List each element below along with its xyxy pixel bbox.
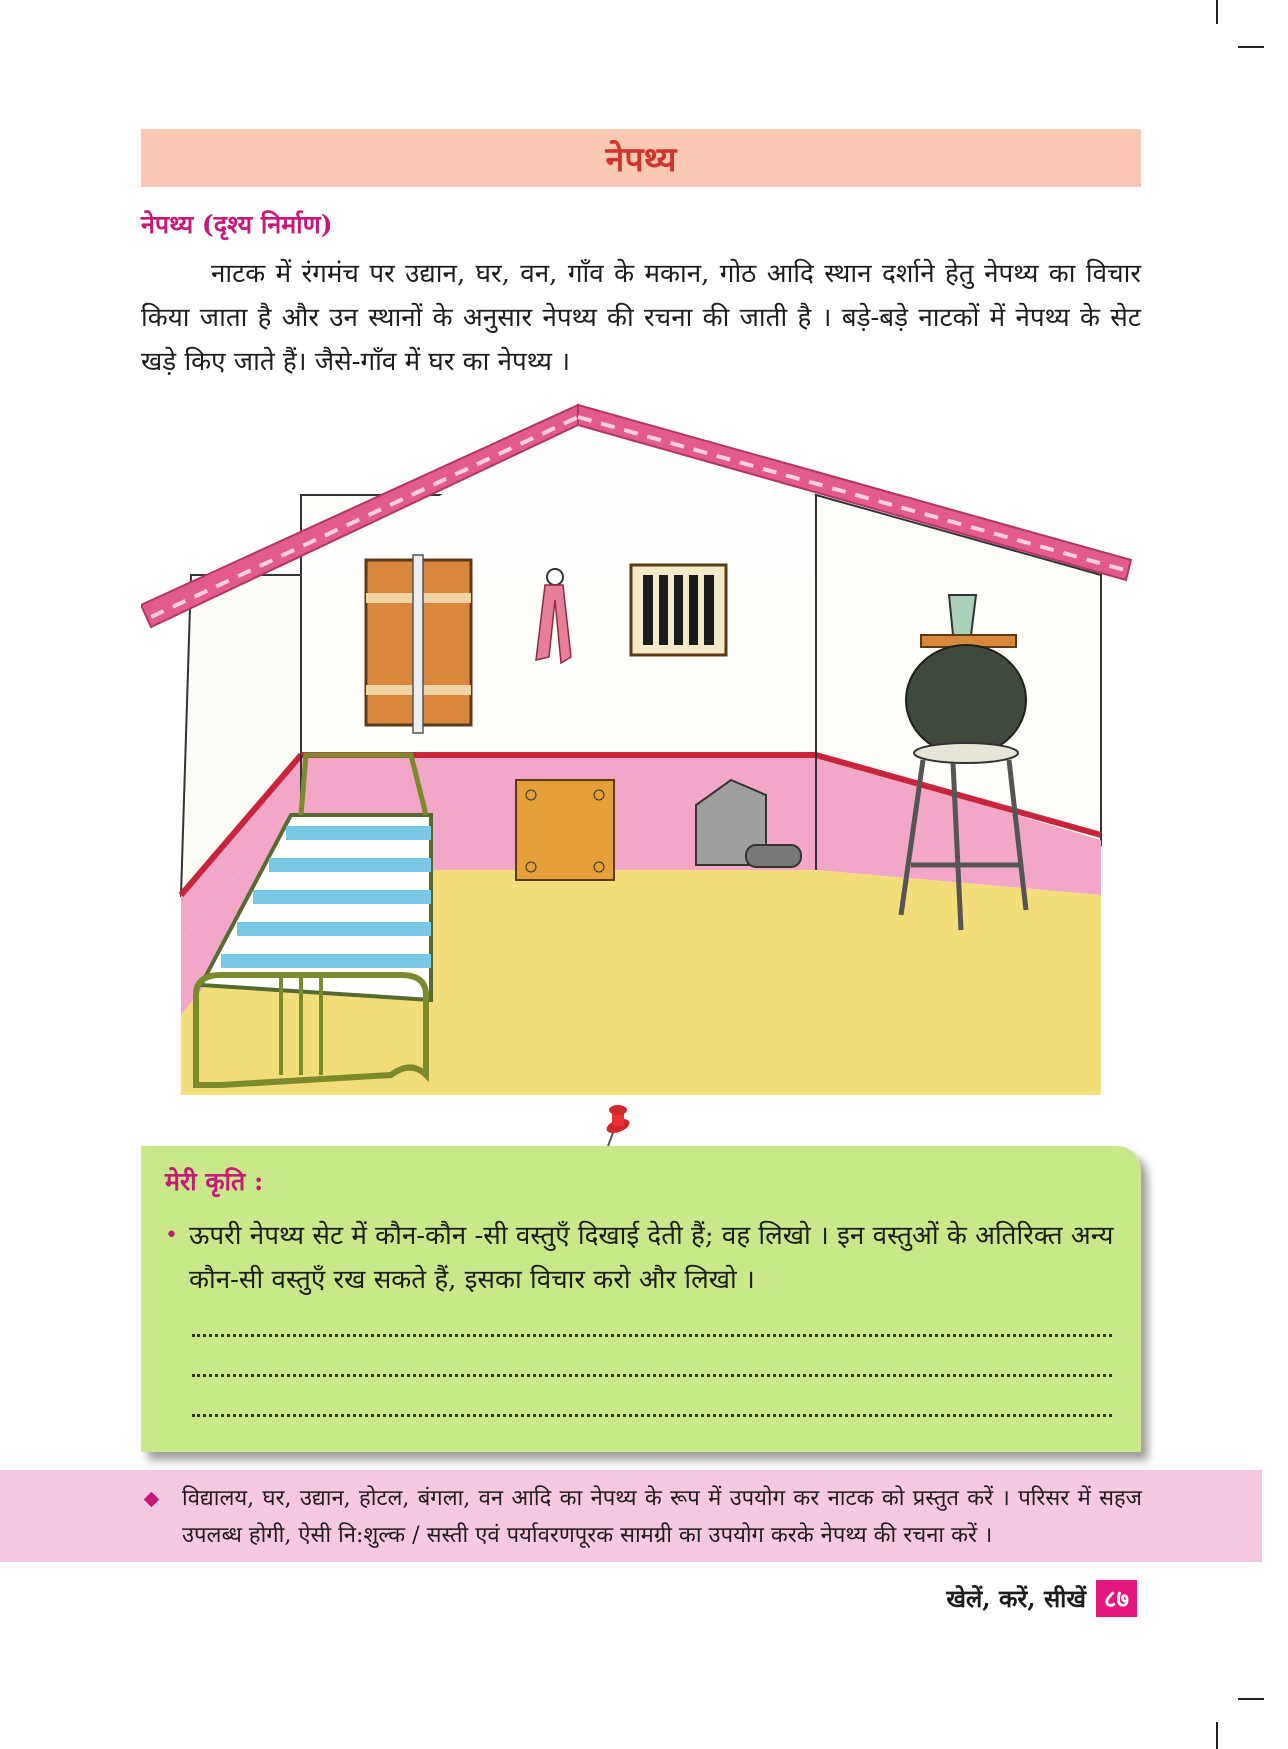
house-set-illustration: [141, 395, 1141, 1105]
wall-hook: [547, 569, 563, 585]
activity-item-text: ऊपरी नेपथ्य सेट में कौन-कौन -सी वस्तुएँ दिखाई देती हैं; वह लिखो । इन वस्तुओं के अतिरिक्त अन्य कौन-सी वस्तुएँ रख सकते हैं, इसका विचार करो और लिखो ।: [189, 1221, 1114, 1295]
activity-heading: मेरी कृति :: [165, 1167, 264, 1196]
glass: [949, 595, 976, 635]
title-band: [141, 129, 1141, 187]
bullet-icon: •: [165, 1223, 178, 1248]
answer-line[interactable]: [192, 1404, 1112, 1417]
crop-mark: [1216, 1722, 1218, 1749]
push-pin-icon: [600, 1104, 632, 1148]
teacher-note-text: विद्यालय, घर, उद्यान, होटल, बंगला, वन आदि का नेपथ्य के रूप में उपयोग कर नाटक को प्रस्तुत करें । परिसर में सहज उपलब्ध होगी, ऐसी नि:शुल्क / सस्ती एवं पर्यावरणपूरक सामग्री का उपयोग करके नेपथ्य की रचना करें ।: [182, 1486, 1142, 1548]
water-pot: [906, 645, 1026, 755]
section-heading: नेपथ्य (दृश्य निर्माण): [141, 210, 333, 239]
answer-line[interactable]: [192, 1324, 1112, 1337]
diamond-bullet-icon: [144, 1492, 160, 1508]
footer-label: खेलें, करें, सीखें: [946, 1584, 1087, 1613]
grinding-roller: [746, 845, 801, 867]
activity-item: [165, 1214, 1115, 1302]
crop-mark: [1216, 0, 1218, 24]
crop-mark: [1238, 46, 1264, 48]
answer-line[interactable]: [192, 1364, 1112, 1377]
intro-paragraph-text: नाटक में रंगमंच पर उद्यान, घर, वन, गाँव के मकान, गोठ आदि स्थान दर्शाने हेतु नेपथ्य का विचार किया जाता है और उन स्थानों के अनुसार नेपथ्य की रचना की जाती है । बड़े-बड़े नाटकों में नेपथ्य के सेट खड़े किए जाते हैं। जैसे-गाँव में घर का नेपथ्य ।: [141, 259, 1141, 377]
crop-mark: [1238, 1698, 1264, 1700]
teacher-note-band: [0, 1470, 1262, 1562]
intro-paragraph: [141, 252, 1141, 384]
page-footer: [946, 1580, 1137, 1617]
page-number: ८७: [1096, 1580, 1137, 1617]
activity-box: [141, 1146, 1141, 1452]
page-title: नेपथ्य: [605, 140, 677, 180]
wooden-board: [516, 780, 614, 880]
